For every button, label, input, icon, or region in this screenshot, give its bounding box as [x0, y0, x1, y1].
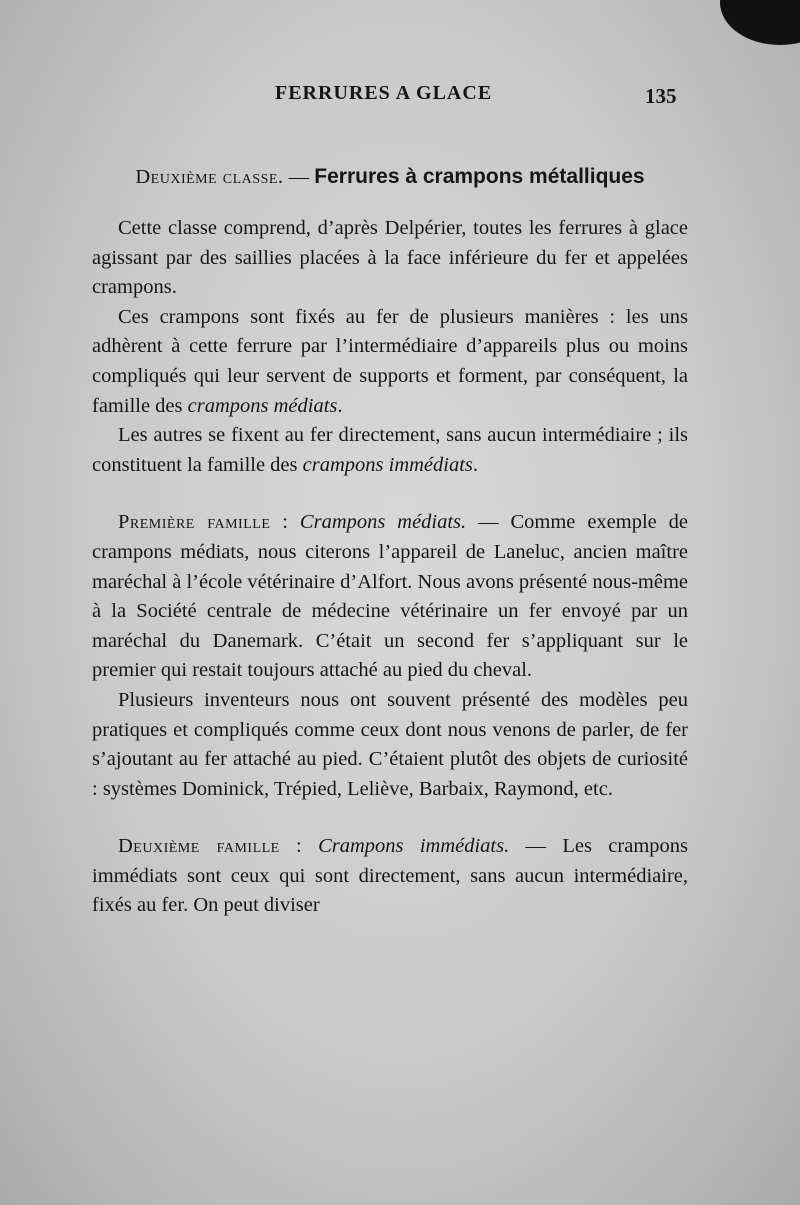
second-family-label: Deuxième famille — [118, 835, 280, 858]
heading-dash: — — [283, 166, 315, 188]
paragraph-1: Cette classe comprend, d’après Delpérier, toutes les ferrures à glace agissant par des saillies placées à la face inférieure du fer et appelées crampons. — [92, 217, 688, 299]
paragraph-3-end: . — [472, 453, 479, 476]
paragraph-3-emphasis: crampons immédiats — [302, 453, 473, 476]
second-family-title: Crampons immédiats. — [318, 835, 510, 858]
section-heading — [92, 162, 688, 192]
first-family-title: Crampons médiats. — [299, 511, 467, 534]
first-family-text: — Comme exemple de crampons médiats, nous citerons l’appareil de Laneluc, ancien maître maréchal à l’école vétérinaire d’Alfort. Nous avons présenté nous-même à la Société centrale de médecine vétérinaire un fer envoyé par un maréchal du Danemark. C’était un second fer s’appliquant sur le premier qui restait toujours attaché au pied du cheval. — [92, 511, 689, 682]
paragraph-2-end: . — [337, 394, 343, 417]
first-family-separator: : — [270, 511, 300, 534]
paragraph-3-text: Les autres se fixent au fer directement, sans aucun intermédiaire ; ils constituent la famille des — [92, 424, 688, 476]
page-corner-shadow — [720, 0, 800, 45]
page-number: 135 — [645, 84, 677, 108]
second-family-text: — Les crampons immédiats sont ceux qui sont directement, sans aucun intermédiaire, fixés au fer. On peut diviser — [92, 835, 688, 917]
second-family-paragraph — [92, 832, 688, 921]
paragraph-5: Plusieurs inventeurs nous ont souvent présenté des modèles peu pratiques et compliqués comme ceux dont nous venons de parler, de fer s’ajoutant au fer attaché au pied. C’étaient plutôt des objets de curiosité : systèmes Dominick, Trépied, Lelièvе, Barbaix, Raymond, etc. — [92, 688, 688, 800]
second-family-separator: : — [279, 835, 319, 858]
first-family-label: Première famille — [118, 511, 271, 534]
class-label: Deuxième classe. — [135, 166, 284, 188]
first-family-paragraph — [92, 508, 688, 686]
paragraph-2-emphasis: crampons médiats — [187, 394, 338, 417]
paragraph-2-text: Ces crampons sont fixés au fer de plusieurs manières : les uns adhèrent à cette ferrure par l’intermédiaire d’appareils plus ou moins compliqués qui leur servent de supports et forment, par conséquent, la famille des — [92, 305, 688, 417]
body-text — [92, 162, 688, 921]
paragraph-3 — [92, 421, 688, 480]
paragraph-2 — [92, 303, 688, 421]
class-title: Ferrures à crampons métalliques — [314, 165, 645, 188]
running-head — [0, 82, 800, 112]
running-title: FERRURES A GLACE — [275, 82, 493, 104]
